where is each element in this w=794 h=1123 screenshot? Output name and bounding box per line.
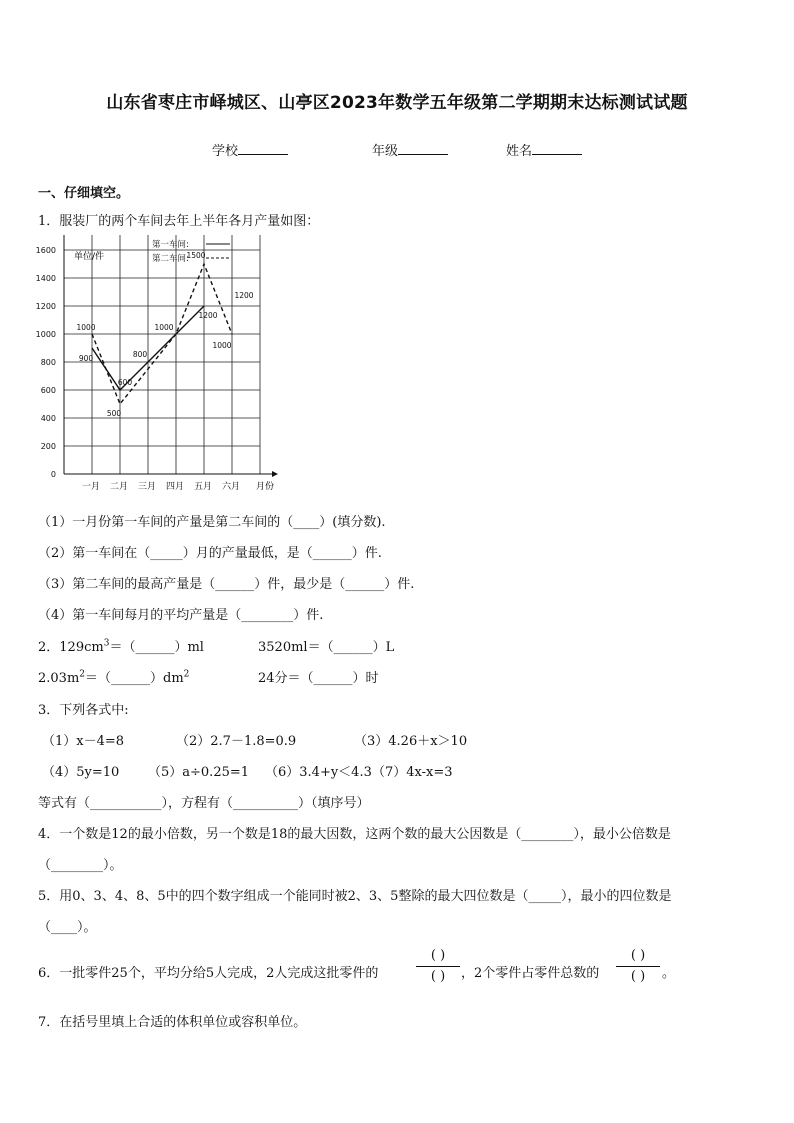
q2-a-sup: 3 (103, 638, 110, 649)
x-tick-label: 一月 (81, 482, 101, 492)
question-7-stem: 7．在括号里填上合适的体积单位或容积单位。 (38, 1015, 307, 1030)
question-3-item-4: （4）5y=10 (42, 765, 120, 780)
question-1-sub-1: （1）一月份第一车间的产量是第二车间的（____）(填分数). (38, 515, 386, 530)
fraction-1-numerator: ( ) (430, 948, 446, 963)
section-heading: 一、仔细填空。 (38, 186, 130, 201)
y-tick-label: 1400 (35, 274, 56, 283)
data-label: 800 (132, 350, 148, 359)
data-label: 1500 (186, 251, 206, 260)
question-5-line-1: 5．用0、3、4、8、5中的四个数字组成一个能同时被2、3、5整除的最大四位数是（_____），最小的四位数是 (38, 889, 672, 904)
question-3-answer: 等式有（___________），方程有（__________）（填序号） (38, 796, 370, 811)
y-tick-label: 0 (50, 470, 56, 479)
question-3-item-6: （6）3.4+y＜4.3 (265, 765, 372, 780)
legend-label-workshop-1: 第一车间: (152, 240, 189, 250)
question-5-line-2: （____）。 (38, 920, 97, 935)
y-tick-label: 1600 (35, 246, 56, 255)
name-label: 姓名 (506, 144, 533, 159)
question-3-stem: 3．下列各式中: (38, 703, 129, 718)
question-4-line-1: 4．一个数是12的最小倍数，另一个数是18的最大因数，这两个数的最大公因数是（________），最小公倍数是 (38, 827, 671, 842)
data-label: 1000 (154, 323, 174, 332)
name-field (506, 140, 582, 159)
question-1-sub-3: （3）第二车间的最高产量是（______）件，最少是（______）件. (38, 577, 415, 592)
x-axis-arrow (272, 471, 278, 477)
y-tick-label: 1200 (35, 302, 56, 311)
grade-blank[interactable] (398, 142, 448, 155)
y-tick-label: 400 (40, 414, 56, 423)
school-field (212, 140, 288, 159)
question-6-text-1: 6．一批零件25个，平均分给5人完成，2人完成这批零件的 (38, 966, 379, 981)
fraction-2-bar (616, 966, 660, 967)
fraction-2-denominator: ( ) (630, 969, 646, 984)
question-3-item-3: （3）4.26＋x＞10 (354, 734, 468, 749)
y-tick-label: 600 (40, 386, 56, 395)
question-3-item-2: （2）2.7－1.8=0.9 (176, 734, 297, 749)
fraction-1-bar (416, 966, 460, 967)
x-tick-label: 六月 (221, 482, 241, 492)
school-blank[interactable] (238, 142, 288, 155)
question-2-b: 3520ml＝（______）L (258, 640, 395, 655)
q2-a-post: ＝（______）ml (109, 640, 204, 655)
legend-label-workshop-2: 第二车间: (152, 254, 189, 264)
grade-label: 年级 (372, 144, 399, 159)
y-tick-label: 1000 (35, 330, 56, 339)
data-label: 1000 (212, 341, 232, 350)
question-1-sub-4: （4）第一车间每月的平均产量是（________）件. (38, 608, 324, 623)
question-2-d: 24分＝（______）时 (258, 671, 379, 686)
data-label: 1000 (76, 323, 96, 332)
question-6-fraction-1[interactable] (416, 947, 460, 986)
data-label: 600 (117, 378, 133, 387)
question-6-fraction-2[interactable] (616, 947, 660, 986)
grade-field (372, 140, 448, 159)
x-tick-label: 二月 (109, 482, 129, 492)
chart-data-labels (76, 251, 253, 418)
production-line-chart (30, 235, 290, 497)
fraction-1-denominator: ( ) (430, 969, 446, 984)
data-label: 1200 (198, 311, 218, 320)
chart-y-label: 单位/件 (74, 252, 105, 262)
question-4-line-2: （________）。 (38, 858, 123, 873)
chart-x-label: 月份 (256, 482, 275, 492)
y-tick-label: 200 (40, 442, 56, 451)
question-1-sub-2: （2）第一车间在（_____）月的产量最低，是（______）件. (38, 546, 382, 561)
data-label: 1200 (234, 291, 254, 300)
question-3-item-5: （5）a÷0.25=1 (148, 765, 250, 780)
question-6-text-2: ，2个零件占零件总数的 (461, 966, 600, 981)
chart-x-ticks (82, 481, 240, 492)
question-3-item-7: （7）4x-x=3 (372, 765, 453, 780)
chart-axes (61, 235, 278, 477)
fraction-2-numerator: ( ) (630, 948, 646, 963)
x-tick-label: 三月 (137, 482, 157, 492)
name-blank[interactable] (532, 142, 582, 155)
q2-c-mid: ＝（______）dm (85, 671, 184, 686)
question-2-a (38, 636, 204, 655)
data-label: 900 (78, 354, 94, 363)
question-3-item-1: （1）x－4=8 (42, 734, 125, 749)
question-2-c (38, 667, 189, 686)
q2-a-pre: 2．129cm (38, 640, 104, 655)
question-6-text-3: 。 (662, 966, 676, 981)
data-label: 500 (106, 409, 122, 418)
x-tick-label: 五月 (193, 482, 213, 492)
school-label: 学校 (212, 144, 239, 159)
x-tick-label: 四月 (165, 482, 185, 492)
question-1-stem: 1．服装厂的两个车间去年上半年各月产量如图： (38, 214, 320, 229)
y-tick-label: 800 (40, 358, 56, 367)
page-title: 山东省枣庄市峄城区、山亭区2023年数学五年级第二学期期末达标测试试题 (106, 93, 688, 113)
chart-y-ticks (36, 246, 56, 479)
q2-c-sup2: 2 (183, 669, 190, 680)
q2-c-sup: 2 (79, 669, 86, 680)
q2-c-pre: 2.03m (38, 671, 80, 686)
chart-grid (64, 235, 260, 474)
